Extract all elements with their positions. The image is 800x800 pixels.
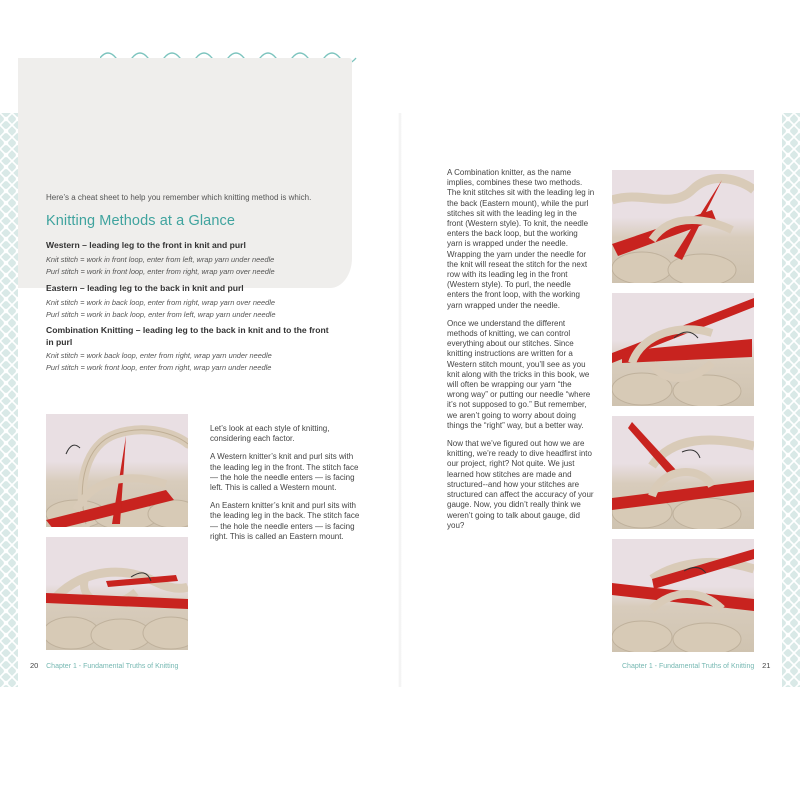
page-number: 20	[30, 661, 39, 670]
method-heading: Eastern – leading leg to the back in knit and purl	[46, 283, 244, 293]
method-purl-rule: Purl stitch = work in back loop, enter from left, wrap yarn under needle	[46, 309, 276, 319]
method-heading: Western – leading leg to the front in knit and purl	[46, 240, 246, 250]
cheat-sheet-title: Knitting Methods at a Glance	[46, 213, 235, 229]
method-knit-rule: Knit stitch = work in front loop, enter from left, wrap yarn under needle	[46, 254, 275, 264]
chapter-title: Chapter 1 - Fundamental Truths of Knitting	[46, 663, 179, 670]
method-purl-rule: Purl stitch = work in front loop, enter from right, wrap yarn over needle	[46, 266, 275, 276]
method-heading: Combination Knitting – leading leg to the back in knit and to the front in purl	[46, 325, 329, 347]
cheat-sheet-intro: Here’s a cheat sheet to help you remember which knitting method is which.	[46, 193, 312, 202]
decorative-border-left	[0, 113, 18, 687]
paragraph: A Western knitter’s knit and purl sits with the leading leg in the front. The stitch face — the hole the needle enters — is facing left. This is called a Western mount.	[210, 452, 359, 493]
photo-combination-step-3	[612, 416, 754, 529]
right-body-text	[447, 168, 595, 539]
photo-combination-step-4	[612, 539, 754, 652]
photo-western-mount	[46, 414, 188, 527]
footer-left	[30, 661, 178, 670]
paragraph: Now that we’ve figured out how we are knitting, we’re ready to dive headfirst into our project, right? Not quite. We just learned how stitches are made and structured--and how your stitches are structured can affect the accuracy of your gauge. Now, you didn’t really think we weren’t going to talk about gauge, did you?	[447, 439, 594, 530]
decorative-border-right	[782, 113, 800, 687]
method-eastern	[46, 283, 336, 320]
method-knit-rule: Knit stitch = work back loop, enter from right, wrap yarn under needle	[46, 351, 272, 360]
footer-right	[622, 661, 770, 670]
method-purl-rule: Purl stitch = work front loop, enter from right, wrap yarn under needle	[46, 363, 272, 372]
paragraph: Once we understand the different methods of knitting, we can control everything about our stitches. Since knitting instructions are written for a Western stitch mount, you’ll see as you knit along with the tricks in this book, we will often be wrapping our yarn “the wrong way” or putting our needle “where it’s not supposed to go.” But remember, we aren’t going to worry about doing things the “right” way, but a better way.	[447, 318, 591, 430]
paragraph: A Combination knitter, as the name implies, combines these two methods. The knit stitches sit with the leading leg in the back (Eastern mount), while the purl stitches sit with the leading leg in the front (Western style). To knit, the needle enters the back loop, but the working yarn is wrapped under the needle. Wrapping the yarn under the needle for the knit will reseat the stitch for the next row with its leading leg in the front (Western style). To purl, the needle enters the front loop, with the working yarn wrapped under the needle.	[447, 168, 595, 310]
chapter-title: Chapter 1 - Fundamental Truths of Knitting	[622, 663, 755, 670]
page-number: 21	[762, 661, 771, 670]
photo-combination-step-1	[612, 170, 754, 283]
photo-combination-step-2	[612, 293, 754, 406]
paragraph: Let’s look at each style of knitting, considering each factor.	[210, 424, 330, 444]
left-body-text	[210, 424, 360, 550]
method-combination	[46, 325, 336, 373]
paragraph: An Eastern knitter’s knit and purl sits with the leading leg in the back. The stitch face — the hole the needle enters — is facing right. This is called an Eastern mount.	[210, 501, 360, 541]
photo-eastern-mount	[46, 537, 188, 650]
method-knit-rule: Knit stitch = work in back loop, enter from right, wrap yarn over needle	[46, 297, 276, 307]
method-western	[46, 240, 336, 277]
page-gutter	[398, 113, 402, 687]
